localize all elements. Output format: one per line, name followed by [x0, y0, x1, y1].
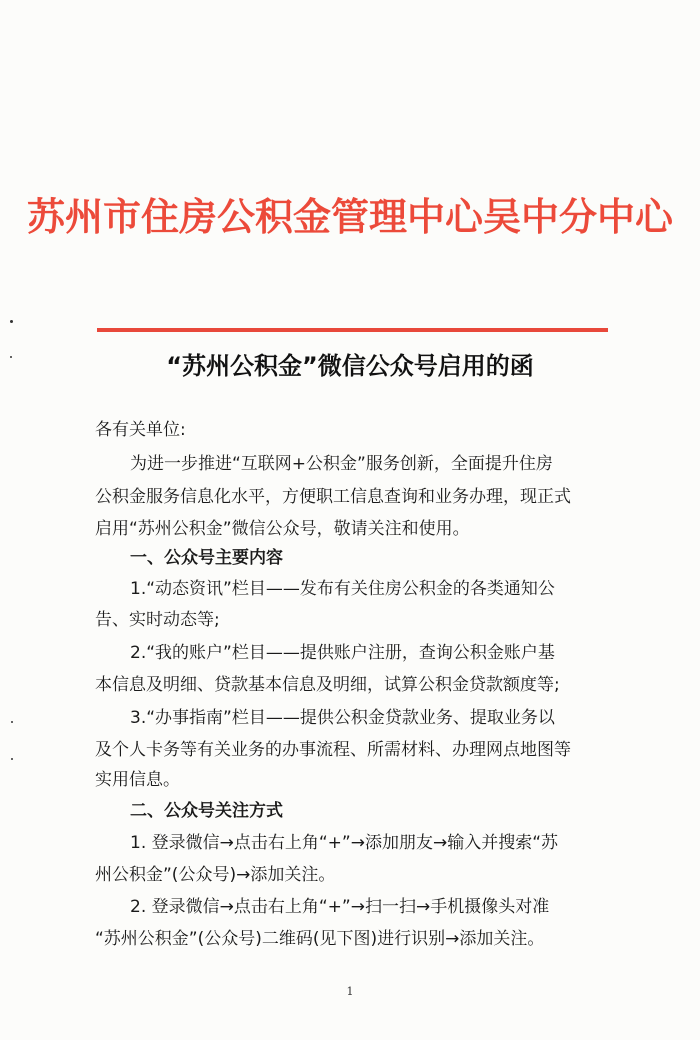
scan-speck: [11, 721, 13, 723]
document-title: “苏州公积金”微信公众号启用的函: [166, 352, 534, 380]
section1-item3-line3: 实用信息。: [95, 770, 180, 790]
section2-item2-line1: 2. 登录微信→点击右上角“+”→扫一扫→手机摄像头对准: [130, 897, 550, 917]
letterhead-org-name: 苏州市住房公积金管理中心吴中分中心: [26, 194, 673, 239]
scan-speck: [10, 356, 12, 358]
scan-speck: [10, 320, 13, 323]
paragraph1-line1: 为进一步推进“互联网+公积金”服务创新，全面提升住房: [130, 454, 553, 474]
paragraph1-line2: 公积金服务信息化水平，方便职工信息查询和业务办理，现正式: [95, 487, 571, 507]
section2-item1-line2: 州公积金”(公众号)→添加关注。: [95, 865, 336, 885]
section1-heading: 一、公众号主要内容: [130, 548, 283, 568]
section1-item2-line1: 2.“我的账户”栏目——提供账户注册，查询公积金账户基: [130, 643, 555, 663]
page-number: 1: [346, 985, 354, 998]
paragraph1-line3: 启用“苏州公积金”微信公众号，敬请关注和使用。: [95, 519, 470, 539]
letterhead-red-rule: [97, 328, 608, 332]
section1-item3-line2: 及个人卡务等有关业务的办事流程、所需材料、办理网点地图等: [95, 740, 571, 760]
section1-item1-line2: 告、实时动态等;: [95, 610, 220, 630]
salutation: 各有关单位:: [95, 420, 186, 440]
section1-item1-line1: 1.“动态资讯”栏目——发布有关住房公积金的各类通知公: [130, 579, 555, 599]
scan-speck: [11, 758, 13, 760]
section1-item3-line1: 3.“办事指南”栏目——提供公积金贷款业务、提取业务以: [130, 708, 555, 728]
section2-item2-line2: “苏州公积金”(公众号)二维码(见下图)进行识别→添加关注。: [95, 929, 545, 949]
section2-heading: 二、公众号关注方式: [130, 801, 283, 821]
section2-item1-line1: 1. 登录微信→点击右上角“+”→添加朋友→输入并搜索“苏: [130, 833, 559, 853]
section1-item2-line2: 本信息及明细、贷款基本信息及明细，试算公积金贷款额度等;: [95, 675, 560, 695]
